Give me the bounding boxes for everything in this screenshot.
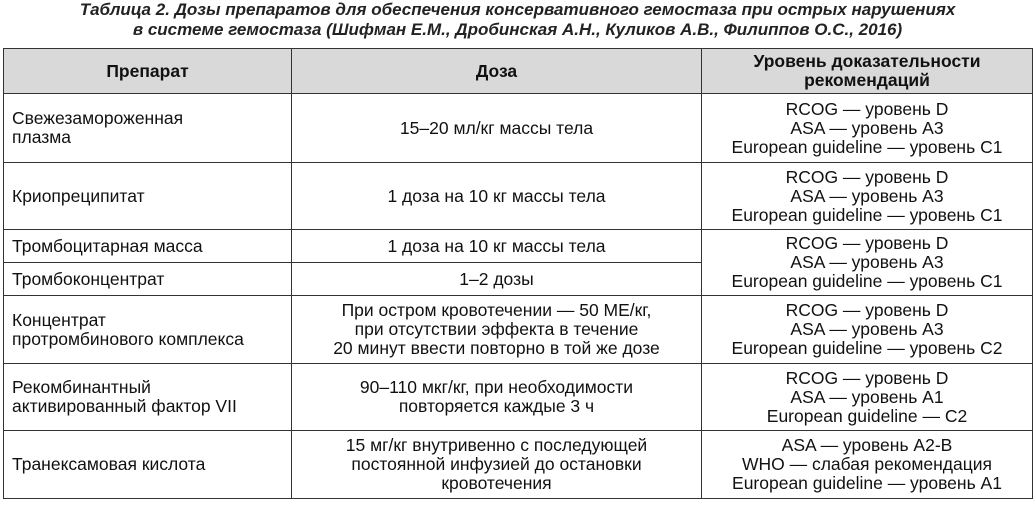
cell-line: Свежезамороженная <box>12 108 184 128</box>
evidence-cell <box>702 230 1033 296</box>
dose-cell <box>292 364 702 431</box>
cell-line: Тромбоконцентрат <box>12 268 165 289</box>
cell-line: RCOG — уровень D <box>785 367 949 388</box>
table-row <box>4 431 1033 499</box>
cell-line: European guideline — уровень С2 <box>731 338 1003 358</box>
caption-line-2: в системе гемостаза (Шифман Е.М., Дробинская А.Н., Куликов А.В., Филиппов О.С., 2016) <box>132 20 903 39</box>
cell-line: ASA — уровень А3 <box>790 252 944 272</box>
cell-line: European guideline — уровень А1 <box>732 473 1002 493</box>
cell-line: кровотечения <box>441 473 552 493</box>
dose-cell <box>292 163 702 230</box>
cell-line: European guideline — уровень С1 <box>731 204 1003 225</box>
header-evidence-line: Уровень доказательности <box>753 51 981 71</box>
drug-cell <box>4 163 292 230</box>
dosage-table <box>3 48 1033 499</box>
cell-line: RCOG — уровень D <box>785 166 949 187</box>
drug-cell <box>4 364 292 431</box>
evidence-cell <box>702 94 1033 163</box>
table-row <box>4 230 1033 263</box>
table-row <box>4 94 1033 163</box>
dose-cell <box>292 230 702 263</box>
cell-line: 20 минут ввести повторно в той же дозе <box>333 338 660 358</box>
cell-line: European guideline — С2 <box>766 405 968 426</box>
table-row <box>4 163 1033 230</box>
drug-cell <box>4 230 292 263</box>
table-header-row <box>4 49 1033 94</box>
cell-line: ASA — уровень А3 <box>790 185 944 206</box>
cell-line: RCOG — уровень D <box>785 233 949 253</box>
dose-cell <box>292 296 702 364</box>
cell-line: 90–110 мкг/кг, при необходимости <box>359 377 634 397</box>
header-evidence-line: рекомендаций <box>804 70 930 90</box>
table-row <box>4 364 1033 431</box>
cell-line: 1 доза на 10 кг массы тела <box>387 235 606 256</box>
cell-line: При остром кровотечении — 50 МЕ/кг, <box>341 300 652 320</box>
cell-line: 1–2 дозы <box>459 268 534 289</box>
dose-cell <box>292 94 702 163</box>
cell-line: при отсутствии эффекта в течение <box>354 319 639 339</box>
header-dose: Доза <box>292 49 702 94</box>
cell-line: Транексамовая кислота <box>12 454 206 474</box>
header-evidence <box>702 49 1033 94</box>
cell-line: 1 доза на 10 кг массы тела <box>387 185 606 206</box>
drug-cell <box>4 296 292 364</box>
drug-cell <box>4 94 292 163</box>
cell-line: RCOG — уровень D <box>785 98 949 119</box>
cell-line: ASA — уровень А3 <box>790 319 944 339</box>
evidence-cell <box>702 431 1033 499</box>
cell-line: Рекомбинантный <box>12 377 151 397</box>
cell-line: повторяется каждые 3 ч <box>398 396 595 416</box>
cell-line: ASA — уровень А2-В <box>781 435 953 455</box>
cell-line: Тромбоцитарная масса <box>12 235 203 256</box>
cell-line: ASA — уровень А1 <box>790 386 944 407</box>
evidence-cell <box>702 296 1033 364</box>
cell-line: ASA — уровень А3 <box>790 117 944 138</box>
drug-cell <box>4 431 292 499</box>
cell-line: протромбинового комплекса <box>12 328 244 349</box>
cell-line: активированный фактор VII <box>12 396 237 416</box>
drug-cell <box>4 263 292 296</box>
cell-line: Криопреципитат <box>12 185 145 206</box>
evidence-cell <box>702 163 1033 230</box>
cell-line: European guideline — уровень С1 <box>731 271 1003 291</box>
table-row <box>4 296 1033 364</box>
dose-cell <box>292 263 702 296</box>
header-drug: Препарат <box>4 49 292 94</box>
table-caption <box>0 0 1035 40</box>
cell-line: European guideline — уровень С1 <box>731 136 1003 157</box>
evidence-cell <box>702 364 1033 431</box>
cell-line: WHO — слабая рекомендация <box>741 454 993 474</box>
dose-cell <box>292 431 702 499</box>
cell-line: постоянной инфузией до остановки <box>351 454 642 474</box>
cell-line: плазма <box>12 127 72 147</box>
cell-line: Концентрат <box>12 309 106 330</box>
cell-line: 15 мг/кг внутривенно с последующей <box>345 435 648 455</box>
cell-line: RCOG — уровень D <box>785 300 949 320</box>
caption-line-1: Таблица 2. Дозы препаратов для обеспечения консервативного гемостаза при острых нарушениях <box>79 0 956 19</box>
cell-line: 15–20 мл/кг массы тела <box>399 117 594 138</box>
